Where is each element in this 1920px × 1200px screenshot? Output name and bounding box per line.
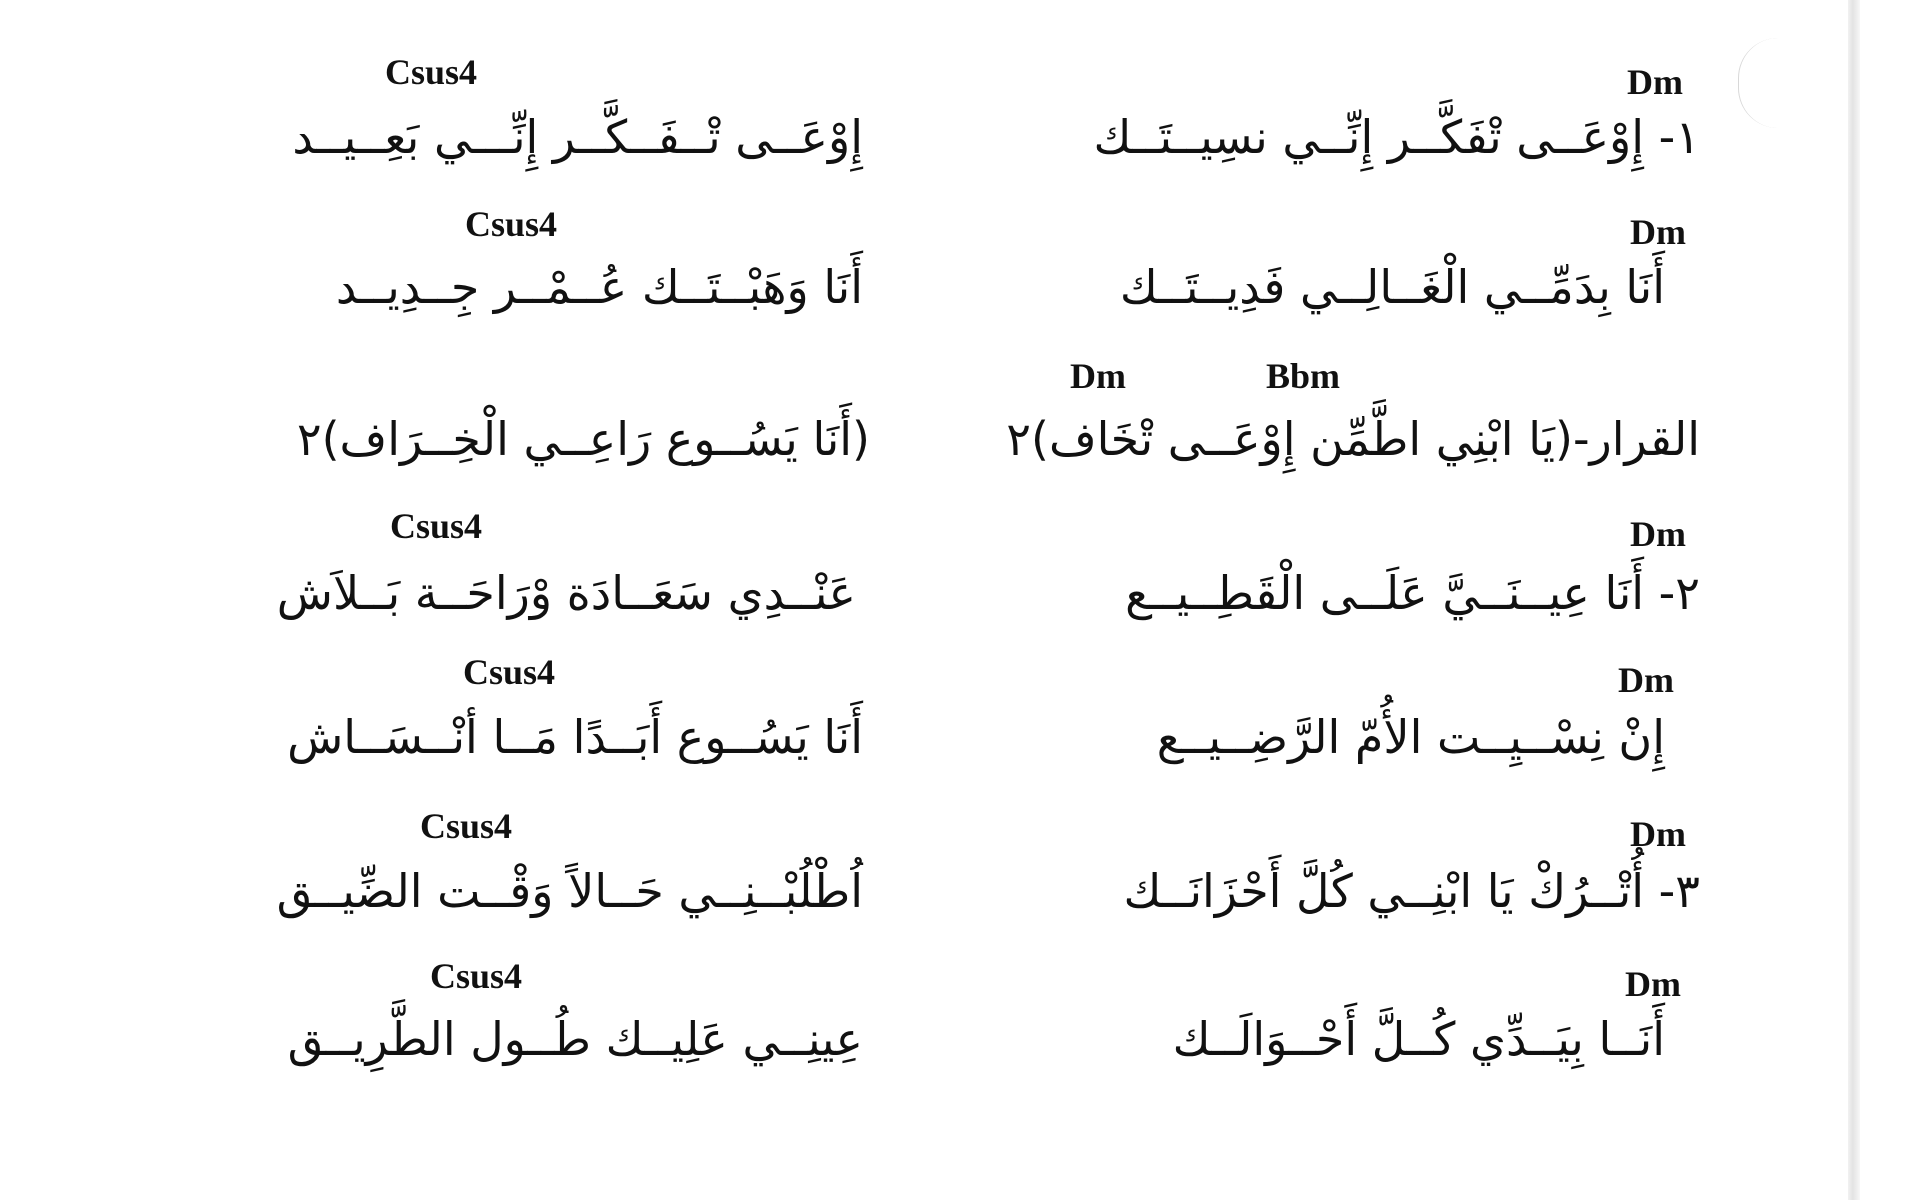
chord-left: Csus4 bbox=[385, 52, 478, 92]
lyric-left: اُطْلُبْــنِــي حَــالاً وَقْــت الضِّيــق bbox=[276, 864, 863, 918]
chord-right: Dm bbox=[1630, 212, 1686, 252]
lyric-right: إِنْ نِسْــيِــت الأُمّ الرَّضِــيــع bbox=[1156, 710, 1665, 764]
chord-right: Dm bbox=[1618, 660, 1674, 700]
lyric-right: أَنَا بِدَمِّــي الْغَــالِــي فَدِيــتَــك bbox=[1119, 260, 1665, 314]
chord-left: Csus4 bbox=[463, 652, 556, 692]
chord-left: Csus4 bbox=[430, 956, 523, 996]
chord-right: Dm bbox=[1630, 814, 1686, 854]
chord-left: Csus4 bbox=[390, 506, 483, 546]
lyric-right: أَنَــا بِيَــدِّي كُــلَّ أَحْــوَالَــك bbox=[1172, 1012, 1665, 1066]
lyric-left: عَنْــدِي سَعَــادَة وْرَاحَــة بَــلاَش bbox=[276, 566, 856, 620]
scan-curve bbox=[1738, 38, 1779, 128]
chord-right: Bbm bbox=[1266, 356, 1341, 396]
chord-left: Dm bbox=[1070, 356, 1126, 396]
chord-right: Dm bbox=[1630, 514, 1686, 554]
lyric-right: القرار-(يَا ابْنِي اطَّمِّن إِوْعَــى تْخَاف)٢ bbox=[1006, 412, 1700, 466]
lyric-right: ١- إِوْعَــى تْفَكَّــر إِنِّــي نسِيــتَــك bbox=[1093, 110, 1700, 164]
lyric-left: أَنَا وَهَبْــتَــك عُــمْــر جِــدِيــد bbox=[335, 260, 863, 314]
lyric-right: ٣- أُتْــرُكْ يَا ابْنِــي كُلَّ أَحْزَانَــك bbox=[1123, 864, 1700, 918]
lyric-left: إِوْعَــى تْــفَــكَّــر إِنِّـــي بَعِــيــد bbox=[292, 110, 863, 164]
lyric-right: ٢- أَنَا عِيــنَــيَّ عَلَــى الْقَطِــيــع bbox=[1125, 566, 1700, 620]
lyric-left: أَنَا يَسُــوع أَبَــدًا مَــا أنْــسَــاش bbox=[287, 710, 863, 764]
chord-right: Dm bbox=[1627, 62, 1683, 102]
chord-left: Csus4 bbox=[465, 204, 558, 244]
lyric-left: عِينِــي عَلِيــك طُــول الطَّرِيــق bbox=[287, 1012, 863, 1066]
chord-left: Csus4 bbox=[420, 806, 513, 846]
scan-edge bbox=[1848, 0, 1860, 1200]
chord-right: Dm bbox=[1625, 964, 1681, 1004]
lyric-left: (أَنَا يَسُــوع رَاعِــي الْخِــرَاف)٢ bbox=[296, 412, 870, 466]
